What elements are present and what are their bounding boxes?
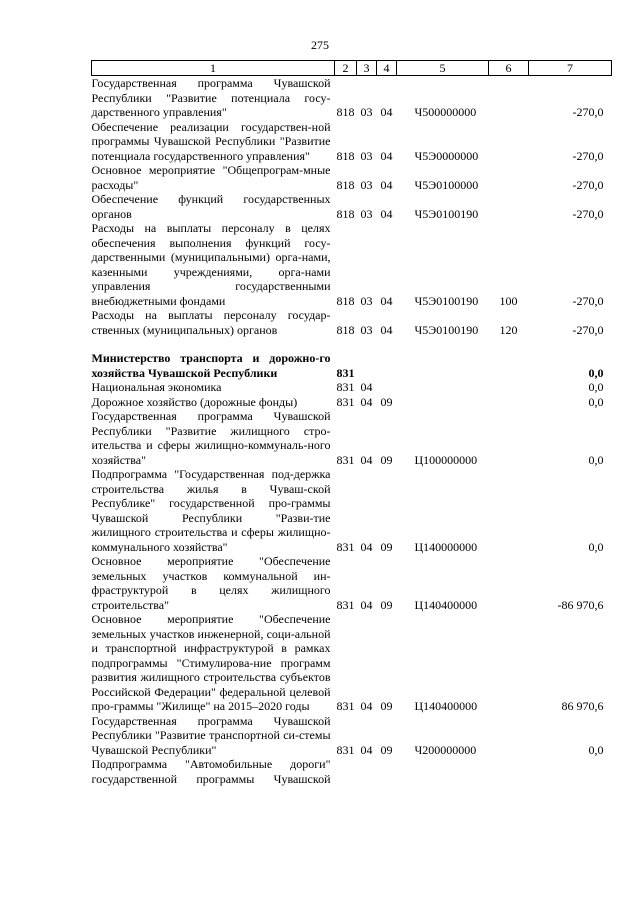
table-row (92, 714, 612, 758)
table-row (92, 554, 612, 612)
amount: 0,0 (588, 394, 604, 409)
row-name: Расходы на выплаты персоналу в целях обеспечения выполнения функций госу-дарственными (муниципальными) орга-нами, казенными учреждениями, орга-нами управления государственными внебюджетными фондами (91, 221, 331, 308)
expense-type-code (489, 163, 529, 192)
budget-table (91, 60, 612, 786)
expense-type-code (489, 612, 529, 714)
section-code: 03 (360, 206, 373, 221)
table-row (92, 612, 612, 714)
expense-type-code (489, 409, 529, 467)
subsection-code (377, 351, 397, 380)
row-name: Расходы на выплаты персоналу государ-ственных (муниципальных) органов (91, 308, 331, 337)
table-body (92, 76, 612, 787)
table-row (92, 192, 612, 221)
target-article-code: Ц140400000 (414, 597, 478, 612)
subsection-code: 04 (380, 177, 393, 192)
section-code (357, 757, 377, 786)
target-article-code: Ч5Э0100190 (414, 322, 479, 337)
expense-type-code (489, 554, 529, 612)
column-header: 3 (357, 61, 377, 76)
column-header: 7 (529, 61, 612, 76)
subsection-code (377, 380, 397, 395)
section-code: 03 (360, 105, 373, 119)
ministry-code: 818 (336, 293, 355, 308)
table-row (92, 380, 612, 395)
row-name: Дорожное хозяйство (дорожные фонды) (91, 394, 298, 409)
ministry-code: 831 (336, 365, 355, 380)
table-row (92, 163, 612, 192)
table-row (92, 351, 612, 380)
section-code (357, 351, 377, 380)
subsection-code: 09 (380, 597, 393, 612)
table-row (92, 757, 612, 786)
subsection-code: 04 (380, 148, 393, 163)
target-article-code: Ч500000000 (414, 105, 477, 119)
section-code: 03 (360, 293, 373, 308)
expense-type-code (489, 757, 529, 786)
amount: 0,0 (588, 742, 604, 757)
ministry-code: 818 (336, 322, 355, 337)
ministry-code: 831 (336, 742, 355, 757)
row-name: Обеспечение функций государственных органов (91, 192, 331, 221)
section-code: 04 (360, 380, 373, 394)
target-article-code: Ц100000000 (414, 452, 478, 467)
section-code: 04 (360, 394, 373, 409)
amount: -270,0 (572, 148, 604, 163)
target-article-code (397, 757, 489, 786)
expense-type-code (489, 380, 529, 395)
amount: -86 970,6 (557, 597, 604, 612)
expense-type-code: 120 (499, 322, 518, 337)
subsection-code: 09 (380, 699, 393, 713)
subsection-code: 09 (380, 539, 393, 554)
section-code: 04 (360, 597, 373, 612)
expense-type-code: 100 (499, 293, 518, 308)
expense-type-code (489, 192, 529, 221)
amount (529, 757, 612, 786)
ministry-code: 831 (336, 539, 355, 554)
table-row (92, 76, 612, 120)
expense-type-code (489, 351, 529, 380)
ministry-code: 818 (336, 206, 355, 221)
ministry-code: 831 (336, 452, 355, 467)
expense-type-code (489, 395, 529, 410)
expense-type-code (489, 120, 529, 164)
spacer-cell (92, 337, 612, 351)
amount: 0,0 (588, 539, 604, 554)
column-header: 5 (397, 61, 489, 76)
column-header: 4 (377, 61, 397, 76)
amount: -270,0 (572, 293, 604, 308)
row-name: Подпрограмма "Государственная под-держка строительства жилья в Чуваш-ской Республике" государственной про-граммы Чувашской Республики "Разви-тие жилищного строительства и сферы жилищно-коммунального хозяйства" (91, 467, 331, 554)
expense-type-code (489, 467, 529, 554)
table-row (92, 221, 612, 308)
subsection-code: 09 (380, 452, 393, 467)
target-article-code (397, 351, 489, 380)
expense-type-code (489, 714, 529, 758)
table-row (92, 409, 612, 467)
subsection-code: 04 (380, 322, 393, 337)
table-row (92, 467, 612, 554)
ministry-code: 831 (336, 380, 355, 394)
subsection-code: 04 (380, 206, 393, 221)
subsection-code: 04 (380, 105, 393, 119)
target-article-code: Ц140000000 (414, 539, 478, 554)
target-article-code: Ч5Э0000000 (414, 148, 479, 163)
row-name: Министерство транспорта и дорожно-го хозяйства Чувашской Республики (91, 351, 331, 380)
column-header: 1 (92, 61, 335, 76)
subsection-code: 09 (380, 742, 393, 757)
row-name: Подпрограмма "Автомобильные дороги" государственной программы Чувашской (91, 757, 331, 786)
section-code: 03 (360, 322, 373, 337)
ministry-code: 831 (336, 699, 355, 713)
ministry-code: 818 (336, 177, 355, 192)
page-number: 275 (311, 38, 329, 52)
amount: -270,0 (572, 105, 604, 119)
row-name: Национальная экономика (91, 380, 222, 394)
row-name: Основное мероприятие "Обеспечение земельных участков коммунальной ин-фраструктурой в целях жилищного строительства" (91, 554, 331, 612)
target-article-code: Ч5Э0100190 (414, 206, 479, 221)
section-code: 04 (360, 742, 373, 757)
column-header: 6 (489, 61, 529, 76)
table-row (92, 395, 612, 410)
subsection-code: 04 (380, 293, 393, 308)
spacer-row (92, 337, 612, 351)
amount: 0,0 (588, 452, 604, 467)
column-header: 2 (335, 61, 357, 76)
row-name: Государственная программа Чувашской Республики "Развитие потенциала госу-дарственного управления" (91, 76, 331, 119)
section-code: 04 (360, 699, 373, 713)
section-code: 03 (360, 177, 373, 192)
section-code: 03 (360, 148, 373, 163)
row-name: Государственная программа Чувашской Республики "Развитие жилищного стро-ительства и сферы жилищно-коммуналь-ного хозяйства" (91, 409, 331, 467)
ministry-code: 831 (336, 394, 355, 409)
row-name: Основное мероприятие "Общепрограм-мные расходы" (91, 163, 331, 192)
amount: 0,0 (588, 365, 604, 380)
target-article-code: Ч5Э0100190 (414, 293, 479, 308)
ministry-code: 818 (336, 105, 355, 119)
ministry-code (335, 757, 357, 786)
amount: -270,0 (572, 206, 604, 221)
target-article-code: Ч200000000 (414, 742, 477, 757)
table-row (92, 308, 612, 337)
row-name: Основное мероприятие "Обеспечение земельных участков инженерной, соци-альной и транспортной инфраструктурой в рамках подпрограммы "Стимулирова-ние программ развития жилищного строительства субъектов Российской Федерации" федеральной целевой про-граммы "Жилище" на 2015–2020 годы (91, 612, 331, 713)
table-row (92, 120, 612, 164)
target-article-code (397, 380, 489, 395)
row-name: Государственная программа Чувашской Республики "Развитие транспортной си-стемы Чувашской Республики" (91, 713, 331, 757)
section-code: 04 (360, 452, 373, 467)
row-name: Обеспечение реализации государствен-ной программы Чувашской Республики "Развитие потенциала государственного управления" (91, 119, 331, 163)
amount: -270,0 (572, 177, 604, 192)
amount: 0,0 (588, 380, 604, 394)
subsection-code (377, 757, 397, 786)
header-row (92, 61, 612, 76)
ministry-code: 818 (336, 148, 355, 163)
amount: 86 970,6 (561, 699, 604, 713)
target-article-code (397, 395, 489, 410)
target-article-code: Ц140400000 (414, 699, 478, 713)
subsection-code: 09 (380, 394, 393, 409)
target-article-code: Ч5Э0100000 (414, 177, 479, 192)
ministry-code: 831 (336, 597, 355, 612)
section-code: 04 (360, 539, 373, 554)
expense-type-code (489, 76, 529, 120)
amount: -270,0 (572, 322, 604, 337)
